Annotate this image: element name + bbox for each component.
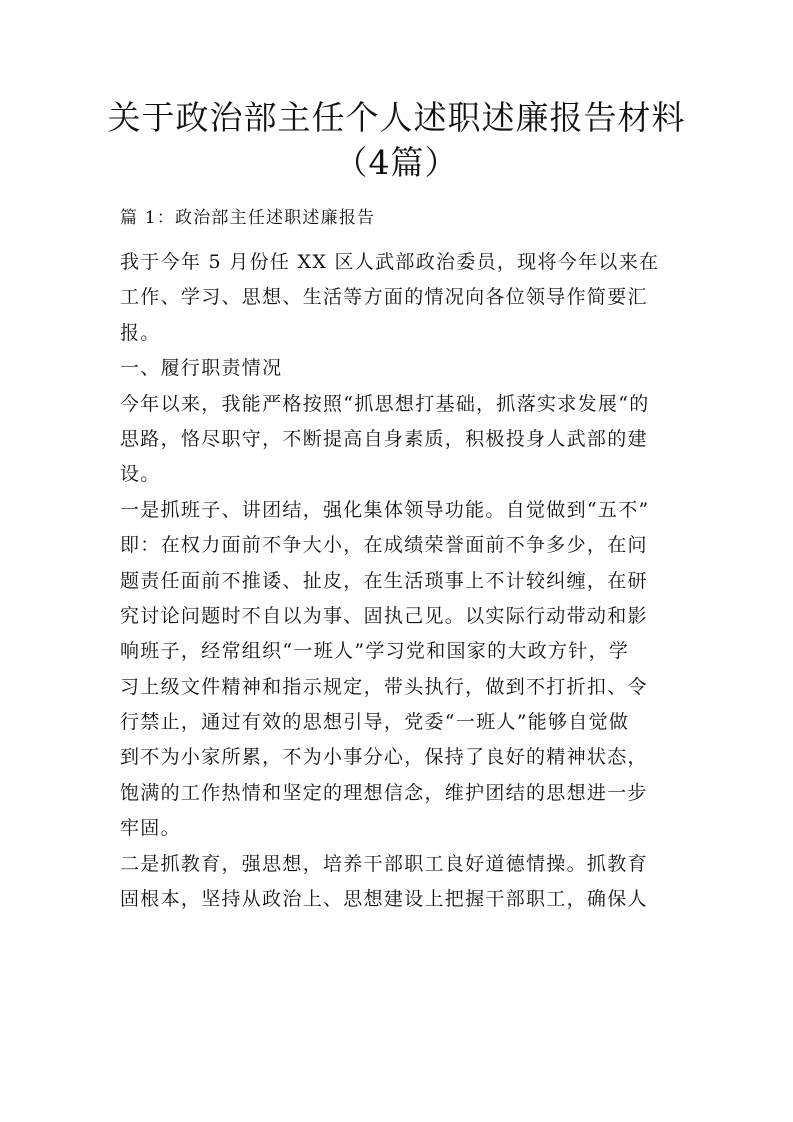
body-line: 即：在权力面前不争大小，在成绩荣誉面前不争多少，在问	[120, 534, 648, 557]
body-line: 报。	[120, 321, 161, 344]
section-heading: 一、履行职责情况	[120, 357, 283, 380]
body-line: 设。	[120, 463, 161, 486]
body-line: 一是抓班子、讲团结，强化集体领导功能。自觉做到“五不”	[120, 498, 650, 521]
body-line: 习上级文件精神和指示规定，带头执行，做到不打折扣、令	[120, 675, 648, 698]
body-line: 饱满的工作热情和坚定的理想信念，维护团结的思想进一步	[120, 781, 648, 804]
document-body	[120, 245, 680, 917]
body-line: 今年以来，我能严格按照“抓思想打基础，抓落实求发展“的	[120, 392, 650, 415]
document-title-line-1: 关于政治部主任个人述职述廉报告材料	[107, 98, 686, 137]
body-line: 我于今年 5 月份任 XX 区人武部政治委员，现将今年以来在	[120, 251, 660, 273]
body-line: 题责任面前不推诿、扯皮，在生活琐事上不计较纠缠，在研	[120, 569, 648, 592]
body-line: 工作、学习、思想、生活等方面的情况向各位领导作简要汇	[120, 286, 648, 309]
body-line: 思路，恪尽职守，不断提高自身素质，积极投身人武部的建	[120, 427, 648, 450]
document-title-line-2: （4篇）	[334, 143, 459, 182]
body-line: 究讨论问题时不自以为事、固执己见。以实际行动带动和影	[120, 604, 648, 627]
body-line: 二是抓教育，强思想，培养干部职工良好道德情操。抓教育	[120, 852, 648, 875]
body-line: 牢固。	[120, 817, 181, 840]
body-line: 固根本，坚持从政治上、思想建设上把握干部职工，确保人	[120, 888, 648, 911]
body-line: 到不为小家所累，不为小事分心，保持了良好的精神状态，	[120, 746, 648, 769]
body-line: 行禁止，通过有效的思想引导，党委“一班人”能够自觉做	[120, 711, 630, 734]
body-line: 响班子，经常组织“一班人”学习党和国家的大政方针，学	[120, 640, 630, 663]
section-subtitle: 篇 1：政治部主任述职述廉报告	[120, 208, 376, 228]
